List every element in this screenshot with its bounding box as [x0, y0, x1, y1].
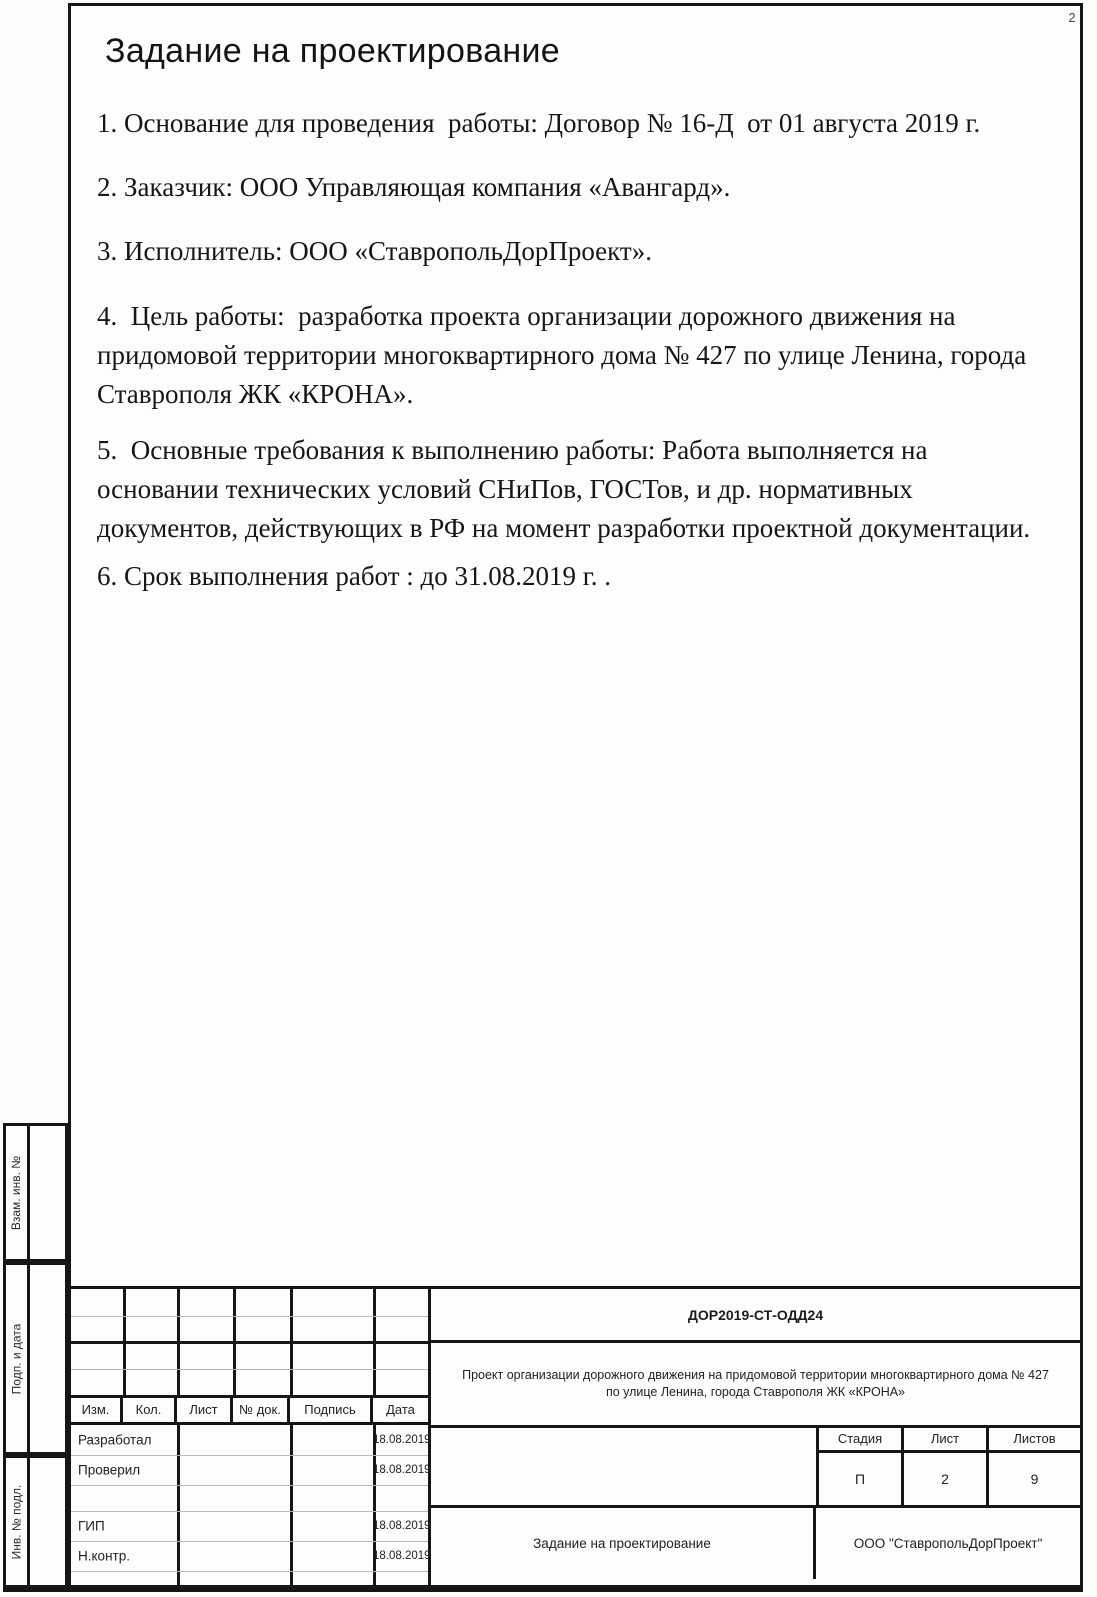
- role-label: ГИП: [78, 1518, 105, 1534]
- sidebox-empty-column: [30, 1458, 65, 1586]
- page-number: 2: [1068, 10, 1076, 25]
- role-label: Проверил: [78, 1462, 141, 1478]
- page-title: Задание на проектирование: [105, 32, 560, 70]
- title-block-left-grid: [71, 1289, 431, 1585]
- paragraph-basis: 1. Основание для проведения работы: Договор № 16-Д от 01 августа 2019 г.: [97, 108, 981, 138]
- signature-rows: [71, 1425, 431, 1585]
- signature-row-empty: [71, 1571, 428, 1585]
- signature-row-razrabotal: [71, 1425, 431, 1455]
- stage-sheet-values: [819, 1453, 1080, 1505]
- stage-value: П: [819, 1453, 904, 1505]
- stage-sheet-header: [819, 1428, 1080, 1453]
- col-header-kol: Кол.: [123, 1398, 177, 1422]
- role-date: 18.08.2019: [373, 1464, 431, 1476]
- revision-header-row: [71, 1398, 428, 1425]
- sidebox-vzam-inv: [3, 1123, 68, 1262]
- signature-row-proveril: [71, 1455, 431, 1485]
- stage-header: Стадия: [819, 1428, 904, 1450]
- col-header-data: Дата: [386, 1402, 415, 1417]
- paragraph-deadline: 6. Срок выполнения работ : до 31.08.2019 г. .: [97, 561, 612, 591]
- role-date: 18.08.2019: [373, 1434, 431, 1446]
- sheet-header: Лист: [904, 1428, 989, 1450]
- project-description-cell: Проект организации дорожного движения на придомовой территории многоквартирного дома № 427 по улице Ленина, города Ставрополя ЖК «КРОНА»: [431, 1343, 1080, 1428]
- sidebox-podp-data: [3, 1262, 68, 1455]
- title-block: [68, 1286, 1083, 1588]
- col-header-podpis: Подпись: [290, 1398, 373, 1422]
- sidebox-label-column: [6, 1126, 30, 1259]
- grid-line: [71, 1369, 428, 1370]
- role-label: Н.контр.: [78, 1548, 130, 1564]
- paragraph-requirements: 5. Основные требования к выполнению работы: Работа выполняется на основании технических условий СНиПов, ГОСТов, и др. нормативных документов, действующих в РФ на момент разработки проектной документации.: [97, 435, 1031, 543]
- role-label: Разработал: [78, 1432, 152, 1448]
- organization-cell: ООО "СтавропольДорПроект": [853, 1536, 1043, 1551]
- col-header-list: Лист: [177, 1398, 233, 1422]
- grid-line: [71, 1341, 428, 1344]
- role-date: 18.08.2019: [373, 1520, 431, 1532]
- signature-row-gip: [71, 1511, 431, 1541]
- stage-sheet-table: [816, 1428, 1080, 1505]
- sidebox-empty-column: [30, 1126, 65, 1259]
- signature-row-nkontr: [71, 1541, 431, 1571]
- col-header-izm: Изм.: [71, 1398, 123, 1422]
- paragraph-contractor: 3. Исполнитель: ООО «СтавропольДорПроект».: [97, 236, 652, 266]
- sidebox-empty-column: [30, 1265, 65, 1452]
- signature-row-empty: [71, 1485, 428, 1511]
- sheets-header: Листов: [1013, 1431, 1056, 1446]
- grid-line: [71, 1316, 428, 1317]
- document-type-cell: Задание на проектирование: [431, 1508, 816, 1579]
- paragraph-customer: 2. Заказчик: ООО Управляющая компания «Авангард».: [97, 172, 731, 202]
- bottom-frame-bar: [3, 1585, 1083, 1592]
- title-block-right: [431, 1289, 1080, 1585]
- revision-change-grid: [71, 1289, 428, 1398]
- sidebox-label-column: [6, 1458, 30, 1586]
- sidebox-podp-data-label: Подп. и дата: [9, 1323, 24, 1394]
- sheets-value: 9: [1030, 1471, 1039, 1487]
- sheet-value: 2: [904, 1453, 989, 1505]
- paragraph-goal: 4. Цель работы: разработка проекта организации дорожного движения на придомовой территории многоквартирного дома № 427 по улице Ленина, города Ставрополя ЖК «КРОНА».: [97, 301, 1033, 409]
- sidebox-inv-podl: [3, 1455, 68, 1589]
- stage-sheet-band: [431, 1428, 1080, 1508]
- title-block-bottom-band: [431, 1508, 1080, 1579]
- sidebox-inv-podl-label: Инв. № подл.: [9, 1484, 24, 1560]
- sidebox-vzam-inv-label: Взам. инв. №: [9, 1155, 24, 1230]
- document-code-cell: ДОР2019-СТ-ОДД24: [431, 1289, 1080, 1343]
- sidebox-label-column: [6, 1265, 30, 1452]
- role-date: 18.08.2019: [373, 1550, 431, 1562]
- col-header-ndok: № док.: [233, 1398, 290, 1422]
